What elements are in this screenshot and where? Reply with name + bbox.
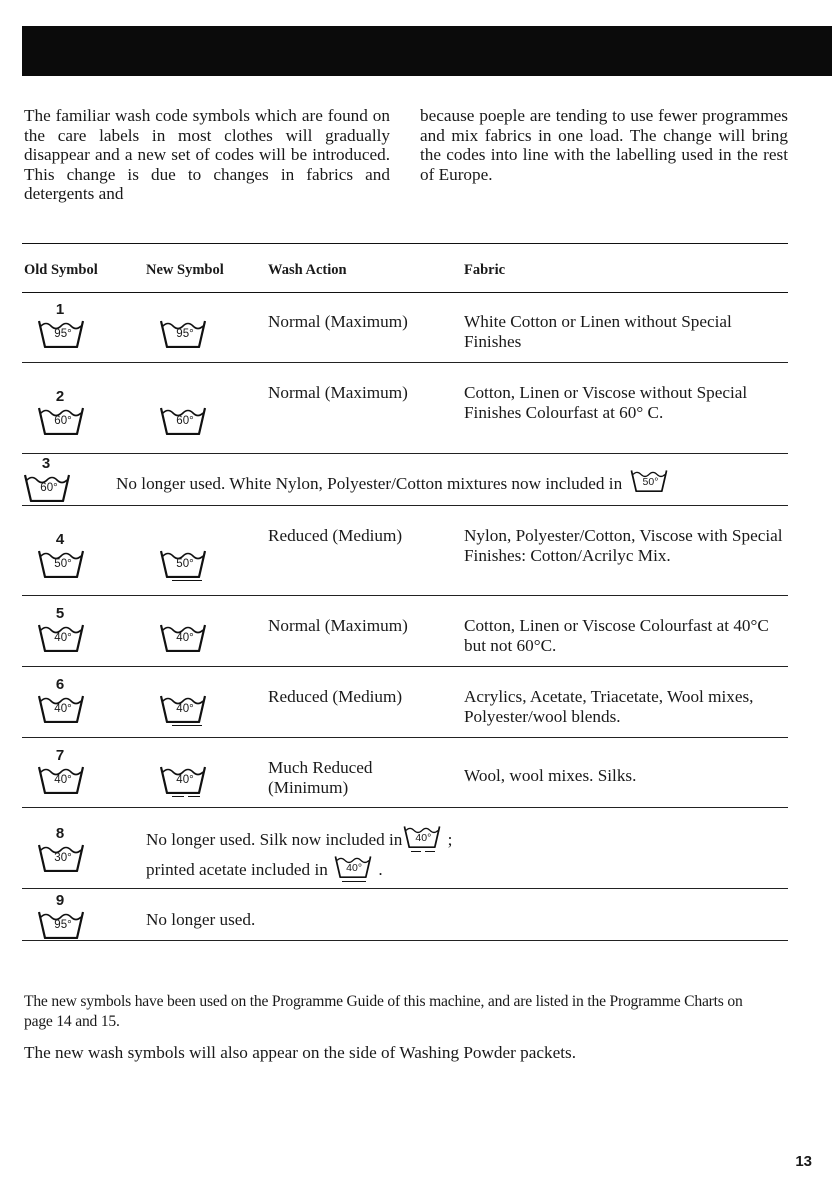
wash-40-icon [36,747,84,800]
header-bar [22,26,832,76]
row-divider [22,888,788,889]
wash-action: Normal (Maximum) [268,616,408,635]
table-row [22,676,788,737]
table-row [22,301,788,362]
wash-95-icon [36,892,84,945]
symbol-temp: 40° [176,703,194,715]
underline-bar [172,796,184,797]
row-divider [22,666,788,667]
row-divider [22,737,788,738]
fabric: Cotton, Linen or Viscose without Special Finishes Colourfast at 60° C. [464,383,748,422]
row-divider [22,807,788,808]
wash-50-icon [36,531,84,584]
header-old-symbol: Old Symbol [24,262,98,278]
symbol-number: 8 [55,825,65,842]
table-row [22,605,788,666]
symbol-temp: 40° [176,774,194,786]
note-punctuation: . [378,859,383,879]
symbol-temp: 50° [54,558,72,570]
symbol-temp: 60° [54,415,72,427]
symbol-temp: 50° [642,476,659,488]
symbol-temp: 30° [54,852,72,864]
header-fabric: Fabric [464,262,506,278]
symbol-temp: 40° [176,632,194,644]
symbol-temp: 50° [176,558,194,570]
header-wash-action: Wash Action [268,262,347,278]
symbol-number: 6 [55,676,65,693]
note-text: No longer used. White Nylon, Polyester/Cotton mixtures now included in [116,473,623,493]
table-row [22,747,788,808]
wash-50-reduced-icon [158,536,206,584]
table-bottom-rule [22,940,788,941]
fabric: Cotton, Linen or Viscose Colourfast at 40°C but not 60°C. [464,616,769,655]
intro-col1: The familiar wash code symbols which are found on the care labels in most clothes will gradually disappear and a new set of codes will be introduced. This change is due to changes in fabrics and detergents and [24,106,390,204]
wash-60-icon [22,455,70,508]
header-bottom-rule [22,292,788,293]
symbol-temp: 40° [54,774,72,786]
row-divider [22,595,788,596]
wash-50-icon [630,468,670,494]
row-note: No longer used. [146,910,256,929]
table-row [22,383,788,453]
wash-40-reduced-icon [334,854,374,880]
footer-note: The new symbols have been used on the Programme Guide of this machine, and are listed in the Programme Charts on page 14 and 15. [24,993,743,1030]
intro-text [24,106,788,204]
fabric: White Cotton or Linen without Special Finishes [464,312,732,351]
wash-action: Much Reduced (Minimum) [268,758,373,797]
table-row [22,526,788,594]
fabric: Wool, wool mixes. Silks. [464,766,637,785]
underline-bar [411,851,421,852]
table-row [22,456,788,504]
symbol-number: 3 [41,455,51,472]
symbol-number: 5 [55,605,65,622]
symbol-temp: 40° [54,632,72,644]
note-text: printed acetate included in [146,859,328,879]
symbol-temp: 40° [415,832,432,844]
row-note [116,472,670,498]
fabric: Acrylics, Acetate, Triacetate, Wool mixes, Polyester/wool blends. [464,687,754,726]
header-new-symbol: New Symbol [146,262,224,278]
symbol-number: 4 [55,531,65,548]
wash-action: Reduced (Medium) [268,687,403,706]
wash-40-icon [36,605,84,658]
note-punctuation: ; [447,829,453,849]
row-note-line1 [146,828,452,854]
note-text: No longer used. Silk now included in [146,829,403,849]
wash-40-reduced-icon [158,681,206,729]
underline-bar [172,725,202,726]
symbol-temp: 40° [346,862,363,874]
table-top-rule [22,243,788,244]
symbol-temp: 95° [54,919,72,931]
symbol-temp: 40° [54,703,72,715]
row-note-line2 [146,858,383,884]
symbol-number: 9 [55,892,65,909]
underline-bar [342,881,366,882]
wash-40-icon [158,610,206,658]
table-row [22,893,788,939]
row-divider [22,453,788,454]
symbol-temp: 60° [176,415,194,427]
symbol-temp: 95° [54,328,72,340]
underline-bar [188,796,200,797]
table-row [22,825,788,888]
wash-action: Normal (Maximum) [268,383,408,402]
underline-bar [172,580,202,581]
row-divider [22,362,788,363]
wash-40-minimum-icon [403,824,443,850]
intro-col2: because poeple are tending to use fewer programmes and mix fabrics in one load. The change will bring the codes into line with the labelling used in the rest of Europe. [420,106,788,184]
underline-bar [425,851,435,852]
symbol-temp: 60° [40,482,58,494]
symbol-number: 2 [55,388,65,405]
row-divider [22,505,788,506]
wash-action: Reduced (Medium) [268,526,403,545]
wash-40-minimum-icon [158,752,206,800]
wash-30-icon [36,825,84,878]
symbol-temp: 95° [176,328,194,340]
wash-95-icon [36,301,84,354]
wash-60-icon [158,393,206,441]
footer-note-packets: The new wash symbols will also appear on the side of Washing Powder packets. [24,1043,577,1062]
symbol-number: 1 [55,301,65,318]
wash-60-icon [36,388,84,441]
fabric: Nylon, Polyester/Cotton, Viscose with Special Finishes: Cotton/Acrilyc Mix. [464,526,783,565]
wash-95-icon [158,306,206,354]
symbol-number: 7 [55,747,65,764]
wash-action: Normal (Maximum) [268,312,408,331]
page-number: 13 [795,1153,812,1170]
wash-40-icon [36,676,84,729]
